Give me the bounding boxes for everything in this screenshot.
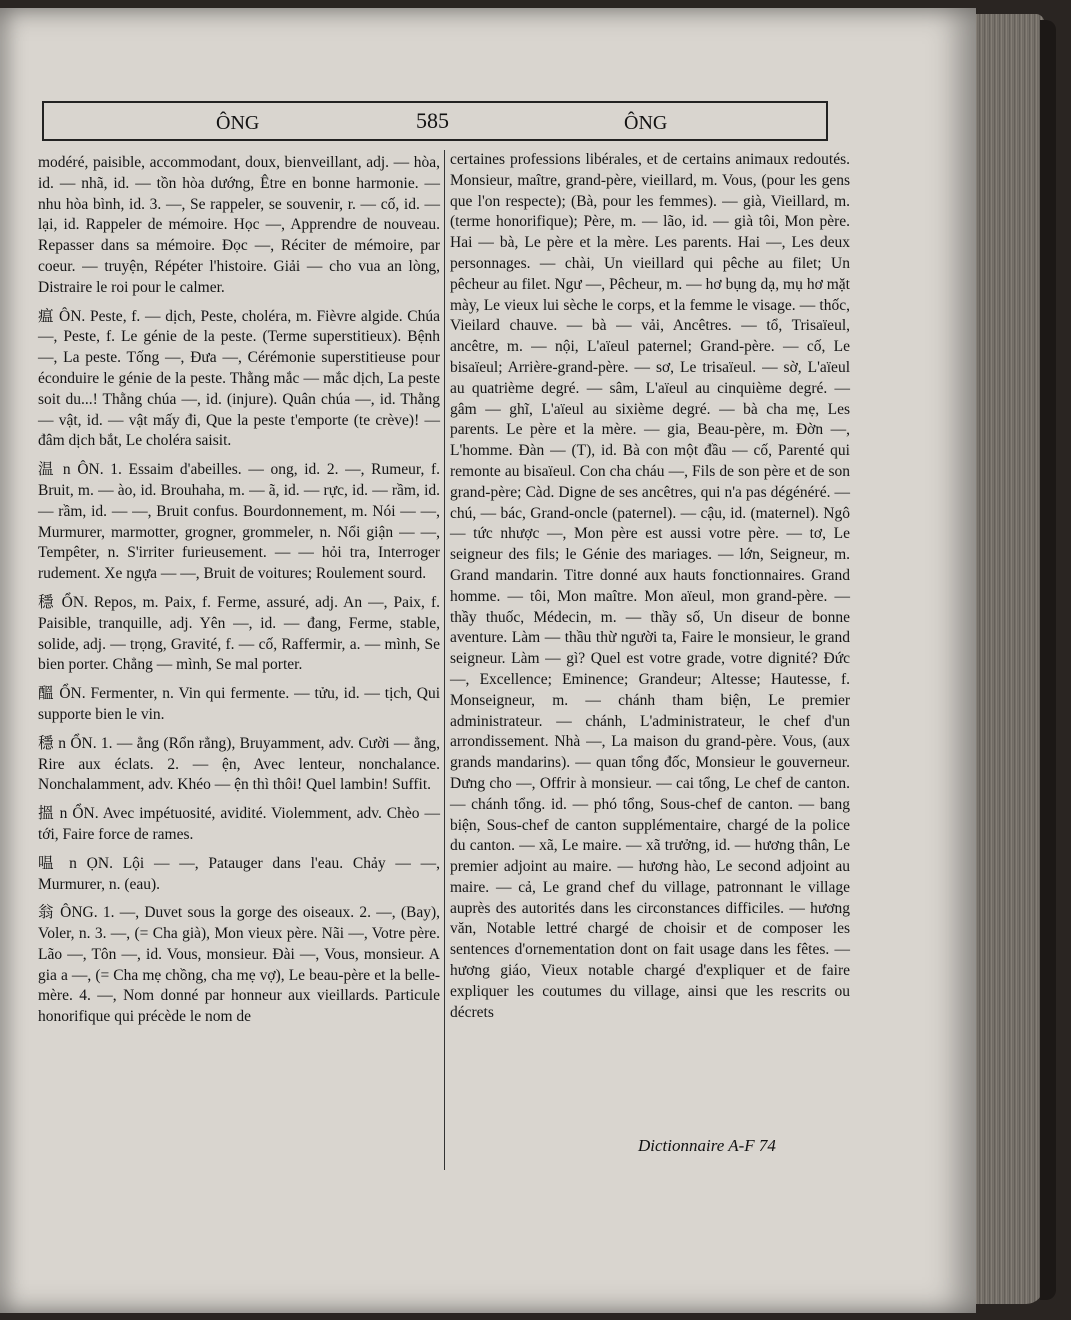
entry-on-impetuosite: 搵 n ỔN. Avec impétuosité, avidité. Violemment, adv. Chèo — tới, Faire force de rames.	[38, 805, 440, 843]
header-left-word: ÔNG	[216, 112, 260, 134]
header-right-word: ÔNG	[624, 112, 668, 134]
column-divider	[444, 150, 445, 1170]
right-column	[450, 150, 850, 1031]
entry-on-fermenter: 醞 ỔN. Fermenter, n. Vin qui fermente. — tửu, id. — tịch, Qui supporte bien le vin.	[38, 685, 440, 723]
entry-ong-continuation: certaines professions libérales, et de certains animaux redoutés. Monsieur, maître, grand-père, vieillard, m. Vous, (pour les gens que l'on respecte); (Bà, pour les femmes). — già, Vieillard, m. (terme honorifique); Père, m. — lão, id. — già tôi, Mon père. Hai — bà, Le père et la mère. Les parents. Hai —, Les deux personnages. — chài, Un vieillard qui pêche au filet; Un pêcheur au filet. Ngư —, Pêcheur, m. — hơ bụng dạ, mụ hơ mặt mày, Le vieux lui sèche le corps, et la femme le visage. — thốc, Vieilard chauve. — bà — vải, Ancêtres. — tổ, Trisaïeul, ancêtre, m. — nội, L'aïeul paternel; Grand-père. — cố, Le bisaïeul; Arrière-grand-père. — sơ, Le trisaïeul. — sờ, L'aïeul au quatrième degré. — sâm, L'aïeul au cinquième degré. — gâm — ghĩ, L'aïeul au sixième degré. — bà cha mẹ, Les parents. Le père et la mère. — gia, Beau-père, m. Đờn —, L'homme. Đàn — (T), id. Bà con một đầu — cố, Parenté qui remonte au bisaïeul. Con cha cháu —, Fils de son père et de son grand-père; Càd. Digne de ses ancêtres, qui n'a pas dégénéré. — chú, — bác, Grand-oncle (paternel). — cậu, id. (maternel). Ngô — tức nhược —, Mon père est aussi votre père. — tơ, Le seigneur des fils; le Génie des mariages. — lớn, Seigneur, m. Grand mandarin. Titre donné aux hauts fonctionnaires. Grand homme. — tôi, Mon maître. Mon aïeul, mon grand-père. — thầy thuốc, Médecin, m. — thầy số, Un diseur de bonne aventure. Làm — thầu thừ người ta, Faire le monsieur, le grand seigneur. Làm — gì? Quel est votre grade, votre dignité? Đức —, Excellence; Eminence; Grandeur; Altesse; Hautesse, f. Monseigneur, m. — chánh tham biện, Le premier administrateur. — chánh, L'administrateur, le chef d'un arrondissement. Nhà —, La maison du grand-père. Vous, (aux grands mandarins). — quan tổng đốc, Monsieur le gouverneur. Dưng cho —, Offrir à monsieur. — cai tổng, Le chef de canton. — chánh tổng. id. — phó tổng, Sous-chef de canton. — bang biện, Sous-chef de canton supplémentaire, chargé de la police du canton. — xã, Le maire. — xã trưởng, id. — hương thân, Le premier adjoint au maire. — hương hào, Le second adjoint au maire. — cả, Le grand chef du village, patronnant le village auprès des autorités dans les circonstances difficiles. — hương văn, Notable lettré chargé de choisir et de composer les sentences d'ornementation dont on fait usage dans les fêtes. — hương giáo, Vieux notable chargé d'expliquer et de faire expliquer les coutumes du village, ainsi que les rescrits ou décrets	[450, 151, 850, 1021]
entry-on-repos: 穩 ỔN. Repos, m. Paix, f. Ferme, assuré, adj. An —, Paix, f. Paisible, tranquille, adj. Yên —, id. — đang, Ferme, stable, solide, adj. — trọng, Gravité, f. — cố, Raffermir, a. — mình, Se bien porter. Chẳng — mình, Se mal porter.	[38, 593, 440, 674]
page-edges	[968, 14, 1044, 1304]
book-cover	[1040, 20, 1056, 1300]
entry-on-essaim: 温 n ÔN. 1. Essaim d'abeilles. — ong, id. 2. —, Rumeur, f. Bruit, m. — ào, id. Brouhaha, m. — ã, id. — rực, id. — rầm, id. — rầm, id. — —, Bruit confus. Bourdonnement, m. Nói — —, Murmurer, marmotter, grogner, grommeler, n. Nổi giận — —, Tempêter, n. S'irriter furieusement. — — hỏi tra, Interroger rudement. Xe ngựa — —, Bruit de voitures; Roulement sourd.	[38, 461, 440, 583]
left-column	[38, 153, 440, 1036]
entry-on-patauger: 嗢 n ỌN. Lội — —, Patauger dans l'eau. Chảy — —, Murmurer, n. (eau).	[38, 854, 440, 893]
page-header	[42, 101, 828, 141]
entry-on-peste: 瘟 ÔN. Peste, f. — dịch, Peste, choléra, m. Fièvre algide. Chúa —, Peste, f. Le génie de la peste. (Terme superstitieux). Bệnh —, La peste. Tống —, Đưa —, Cérémonie superstitieuse pour éconduire le génie de la peste. Thằng mắc — mắc dịch, La peste soit du...! Thằng chúa —, id. (injure). Quân chúa —, id. Thằng — vật, id. — vật mấy đi, Que la peste t'emporte (te crève)! — đâm dịch bắt, Le choléra saisit.	[38, 307, 440, 450]
entry-on-bruyamment: 穩 n ỔN. 1. — ẳng (Rổn rẳng), Bruyamment, adv. Cười — ẳng, Rire aux éclats. 2. — ện, Avec lenteur, nonchalance. Nonchalamment, adv. Khéo — ện thì thôi! Quel lambin! Suffit.	[38, 734, 440, 794]
entry-ong-duvet: 翁 ÔNG. 1. —, Duvet sous la gorge des oiseaux. 2. —, (Bay), Voler, n. 3. —, (= Cha già), Mon vieux père. Nãi —, Votre père. Lão —, Tôn —, id. Vous, monsieur. Đài —, Vous, monsieur. A gia a —, (= Cha mẹ chồng, cha mẹ vợ), Le beau-père et la belle-mère. 4. —, Nom donné par honneur aux vieillards. Particule honorifique qui précède le nom de	[38, 904, 440, 1026]
signature-mark: Dictionnaire A-F 74	[638, 1136, 776, 1155]
entry-continuation: modéré, paisible, accommodant, doux, bienveillant, adj. — hòa, id. — nhã, id. — tồn hòa dướng, Être en bonne harmonie. — nhu hòa bình, id. 3. —, Se rappeler, se souvenir, r. — cố, id. — lại, id. Rappeler de mémoire. Học —, Apprendre de nouveau. Repasser dans sa mémoire. Đọc —, Réciter de mémoire, par coeur. — truyện, Répéter l'histoire. Giải — cho vua an lòng, Distraire le roi pour le calmer.	[38, 154, 440, 296]
page-number: 585	[416, 108, 449, 133]
